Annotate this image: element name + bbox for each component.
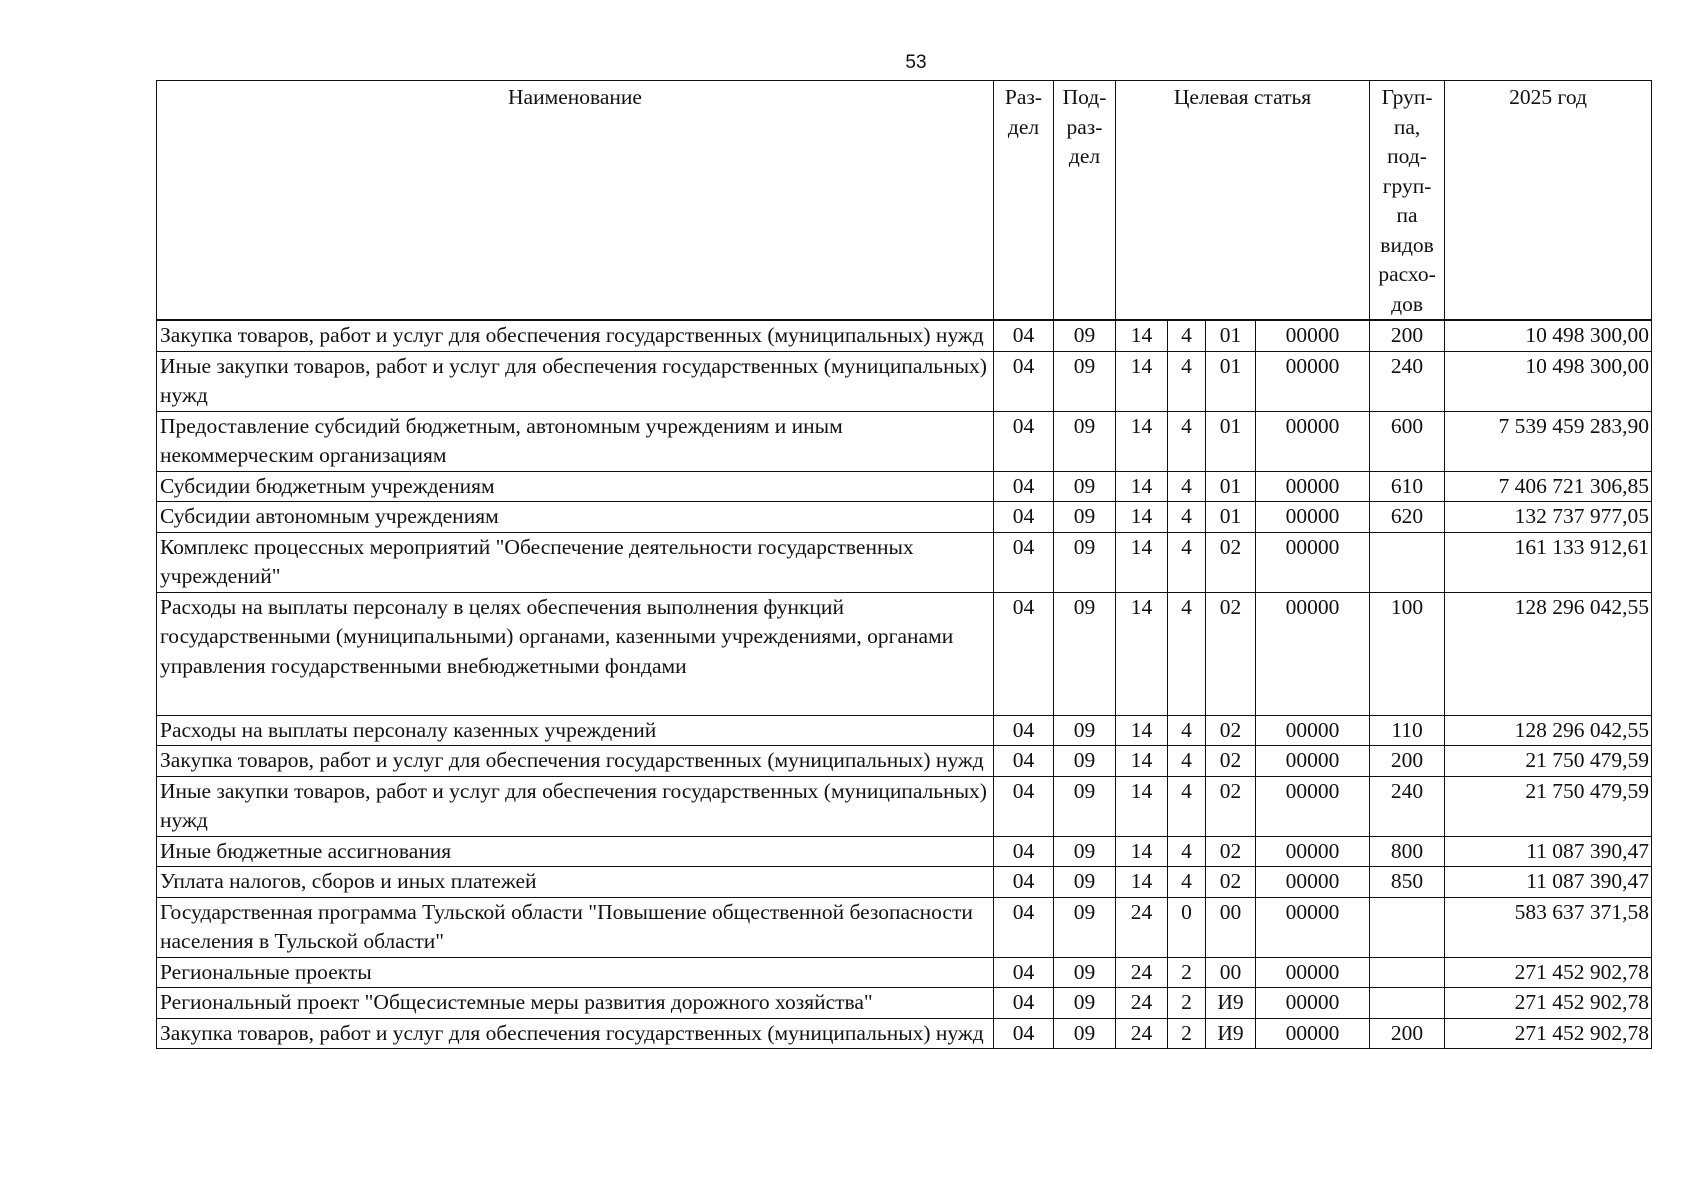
cell-target-article-program: 14: [1116, 502, 1168, 533]
cell-section: 04: [994, 532, 1054, 592]
cell-expense-group: 620: [1370, 502, 1445, 533]
cell-target-article-type: 4: [1168, 776, 1206, 836]
table-row: [157, 897, 1652, 957]
cell-subsection: 09: [1054, 592, 1116, 715]
cell-amount: 7 539 459 283,90: [1445, 411, 1652, 471]
table-row: [157, 957, 1652, 988]
cell-expense-group: 110: [1370, 715, 1445, 746]
cell-target-article-type: 2: [1168, 1018, 1206, 1049]
cell-subsection: 09: [1054, 988, 1116, 1019]
table-row: [157, 1018, 1652, 1049]
cell-name: Расходы на выплаты персоналу казенных учреждений: [157, 715, 994, 746]
table-row: [157, 532, 1652, 592]
cell-name: Иные бюджетные ассигнования: [157, 836, 994, 867]
cell-target-article-program: 14: [1116, 746, 1168, 777]
cell-amount: 11 087 390,47: [1445, 867, 1652, 898]
cell-target-article-direction: 00000: [1256, 836, 1370, 867]
cell-target-article-direction: 00000: [1256, 411, 1370, 471]
header-subsection: [1054, 81, 1116, 321]
cell-name: Закупка товаров, работ и услуг для обеспечения государственных (муниципальных) нужд: [157, 1018, 994, 1049]
cell-target-article-event: 02: [1206, 592, 1256, 715]
cell-target-article-type: 4: [1168, 532, 1206, 592]
cell-target-article-direction: 00000: [1256, 532, 1370, 592]
cell-name: Закупка товаров, работ и услуг для обеспечения государственных (муниципальных) нужд: [157, 746, 994, 777]
cell-expense-group: 200: [1370, 320, 1445, 351]
cell-amount: 128 296 042,55: [1445, 592, 1652, 715]
table-row: [157, 776, 1652, 836]
cell-target-article-event: 00: [1206, 897, 1256, 957]
cell-target-article-event: 02: [1206, 746, 1256, 777]
cell-name: Региональные проекты: [157, 957, 994, 988]
cell-expense-group: 850: [1370, 867, 1445, 898]
cell-target-article-program: 24: [1116, 957, 1168, 988]
table-row: [157, 867, 1652, 898]
cell-target-article-program: 14: [1116, 351, 1168, 411]
cell-name: Закупка товаров, работ и услуг для обеспечения государственных (муниципальных) нужд: [157, 320, 994, 351]
cell-amount: 128 296 042,55: [1445, 715, 1652, 746]
header-expense-group: [1370, 81, 1445, 321]
cell-expense-group: 240: [1370, 776, 1445, 836]
cell-section: 04: [994, 592, 1054, 715]
cell-target-article-type: 4: [1168, 592, 1206, 715]
table-row: [157, 746, 1652, 777]
cell-subsection: 09: [1054, 957, 1116, 988]
cell-name: Комплекс процессных мероприятий "Обеспечение деятельности государственных учреждений": [157, 532, 994, 592]
cell-expense-group: 600: [1370, 411, 1445, 471]
cell-target-article-type: 4: [1168, 502, 1206, 533]
cell-target-article-program: 14: [1116, 715, 1168, 746]
table-row: [157, 411, 1652, 471]
cell-target-article-event: 02: [1206, 836, 1256, 867]
cell-amount: 10 498 300,00: [1445, 351, 1652, 411]
cell-target-article-direction: 00000: [1256, 502, 1370, 533]
cell-target-article-type: 4: [1168, 320, 1206, 351]
cell-target-article-program: 24: [1116, 1018, 1168, 1049]
cell-target-article-event: 01: [1206, 471, 1256, 502]
cell-target-article-event: И9: [1206, 1018, 1256, 1049]
cell-target-article-type: 0: [1168, 897, 1206, 957]
cell-target-article-type: 4: [1168, 836, 1206, 867]
cell-name: Субсидии автономным учреждениям: [157, 502, 994, 533]
cell-target-article-direction: 00000: [1256, 988, 1370, 1019]
cell-subsection: 09: [1054, 502, 1116, 533]
cell-amount: 271 452 902,78: [1445, 988, 1652, 1019]
cell-target-article-event: 01: [1206, 351, 1256, 411]
cell-target-article-direction: 00000: [1256, 867, 1370, 898]
cell-expense-group: 240: [1370, 351, 1445, 411]
cell-target-article-direction: 00000: [1256, 776, 1370, 836]
cell-section: 04: [994, 836, 1054, 867]
cell-section: 04: [994, 351, 1054, 411]
cell-section: 04: [994, 988, 1054, 1019]
cell-target-article-type: 4: [1168, 746, 1206, 777]
cell-amount: 10 498 300,00: [1445, 320, 1652, 351]
cell-target-article-direction: 00000: [1256, 320, 1370, 351]
cell-target-article-event: 01: [1206, 502, 1256, 533]
cell-name: Государственная программа Тульской области "Повышение общественной безопасности населения в Тульской области": [157, 897, 994, 957]
cell-expense-group: 200: [1370, 1018, 1445, 1049]
cell-target-article-program: 24: [1116, 897, 1168, 957]
cell-target-article-direction: 00000: [1256, 957, 1370, 988]
table-row: [157, 836, 1652, 867]
cell-subsection: 09: [1054, 471, 1116, 502]
cell-expense-group: [1370, 988, 1445, 1019]
cell-expense-group: 800: [1370, 836, 1445, 867]
budget-table: [156, 80, 1652, 1049]
cell-target-article-type: 2: [1168, 988, 1206, 1019]
cell-name: Субсидии бюджетным учреждениям: [157, 471, 994, 502]
cell-target-article-program: 14: [1116, 867, 1168, 898]
cell-expense-group: 100: [1370, 592, 1445, 715]
cell-expense-group: 200: [1370, 746, 1445, 777]
cell-target-article-type: 4: [1168, 471, 1206, 502]
cell-subsection: 09: [1054, 836, 1116, 867]
table-row: [157, 320, 1652, 351]
header-name: Наименование: [157, 81, 994, 321]
table-body: [157, 320, 1652, 1049]
cell-target-article-type: 2: [1168, 957, 1206, 988]
header-year-2025: 2025 год: [1445, 81, 1652, 321]
cell-amount: 583 637 371,58: [1445, 897, 1652, 957]
page-number: 53: [905, 52, 927, 73]
cell-subsection: 09: [1054, 351, 1116, 411]
cell-name: Иные закупки товаров, работ и услуг для обеспечения государственных (муниципальных) нужд: [157, 351, 994, 411]
cell-target-article-program: 14: [1116, 532, 1168, 592]
cell-target-article-direction: 00000: [1256, 897, 1370, 957]
header-section-label: Раз- дел: [1004, 85, 1043, 139]
header-target-article: Целевая статья: [1116, 81, 1370, 321]
cell-subsection: 09: [1054, 1018, 1116, 1049]
cell-target-article-program: 24: [1116, 988, 1168, 1019]
table-row: [157, 715, 1652, 746]
cell-target-article-event: 02: [1206, 532, 1256, 592]
cell-section: 04: [994, 867, 1054, 898]
cell-target-article-program: 14: [1116, 411, 1168, 471]
cell-subsection: 09: [1054, 411, 1116, 471]
table-header-row: [157, 81, 1652, 321]
table-row: [157, 502, 1652, 533]
cell-name: Уплата налогов, сборов и иных платежей: [157, 867, 994, 898]
cell-expense-group: [1370, 532, 1445, 592]
cell-target-article-event: 01: [1206, 411, 1256, 471]
cell-target-article-event: 01: [1206, 320, 1256, 351]
cell-name: Региональный проект "Общесистемные меры развития дорожного хозяйства": [157, 988, 994, 1019]
cell-target-article-program: 14: [1116, 836, 1168, 867]
cell-subsection: 09: [1054, 897, 1116, 957]
cell-target-article-direction: 00000: [1256, 592, 1370, 715]
cell-section: 04: [994, 897, 1054, 957]
cell-subsection: 09: [1054, 320, 1116, 351]
cell-target-article-type: 4: [1168, 351, 1206, 411]
table-row: [157, 988, 1652, 1019]
table-row: [157, 471, 1652, 502]
cell-section: 04: [994, 1018, 1054, 1049]
cell-target-article-direction: 00000: [1256, 471, 1370, 502]
header-expense-group-label: Груп- па, под- груп- па видов расхо- дов: [1378, 85, 1436, 316]
cell-amount: 132 737 977,05: [1445, 502, 1652, 533]
cell-section: 04: [994, 957, 1054, 988]
cell-target-article-direction: 00000: [1256, 715, 1370, 746]
cell-target-article-program: 14: [1116, 776, 1168, 836]
cell-target-article-type: 4: [1168, 715, 1206, 746]
cell-section: 04: [994, 715, 1054, 746]
cell-target-article-direction: 00000: [1256, 351, 1370, 411]
cell-section: 04: [994, 320, 1054, 351]
header-subsection-label: Под- раз- дел: [1062, 85, 1107, 168]
cell-amount: 21 750 479,59: [1445, 776, 1652, 836]
cell-subsection: 09: [1054, 746, 1116, 777]
cell-target-article-event: 02: [1206, 715, 1256, 746]
cell-name: Расходы на выплаты персоналу в целях обеспечения выполнения функций государственными (муниципальными) органами, казенными учреждениями, органами управления государственными внебюджетными фондами: [157, 592, 994, 715]
cell-section: 04: [994, 746, 1054, 777]
cell-amount: 271 452 902,78: [1445, 1018, 1652, 1049]
cell-target-article-program: 14: [1116, 320, 1168, 351]
cell-amount: 11 087 390,47: [1445, 836, 1652, 867]
cell-section: 04: [994, 776, 1054, 836]
cell-target-article-event: 00: [1206, 957, 1256, 988]
cell-name: Предоставление субсидий бюджетным, автономным учреждениям и иным некоммерческим организациям: [157, 411, 994, 471]
cell-expense-group: [1370, 957, 1445, 988]
cell-target-article-direction: 00000: [1256, 746, 1370, 777]
cell-target-article-type: 4: [1168, 867, 1206, 898]
cell-target-article-event: 02: [1206, 776, 1256, 836]
cell-target-article-program: 14: [1116, 592, 1168, 715]
cell-target-article-program: 14: [1116, 471, 1168, 502]
cell-name: Иные закупки товаров, работ и услуг для обеспечения государственных (муниципальных) нужд: [157, 776, 994, 836]
table-row: [157, 592, 1652, 715]
cell-section: 04: [994, 411, 1054, 471]
cell-subsection: 09: [1054, 532, 1116, 592]
cell-target-article-direction: 00000: [1256, 1018, 1370, 1049]
cell-expense-group: 610: [1370, 471, 1445, 502]
cell-amount: 7 406 721 306,85: [1445, 471, 1652, 502]
cell-subsection: 09: [1054, 715, 1116, 746]
table-row: [157, 351, 1652, 411]
cell-target-article-type: 4: [1168, 411, 1206, 471]
cell-expense-group: [1370, 897, 1445, 957]
cell-section: 04: [994, 471, 1054, 502]
cell-amount: 21 750 479,59: [1445, 746, 1652, 777]
cell-section: 04: [994, 502, 1054, 533]
cell-amount: 271 452 902,78: [1445, 957, 1652, 988]
cell-amount: 161 133 912,61: [1445, 532, 1652, 592]
cell-subsection: 09: [1054, 867, 1116, 898]
header-section: [994, 81, 1054, 321]
cell-subsection: 09: [1054, 776, 1116, 836]
cell-target-article-event: И9: [1206, 988, 1256, 1019]
cell-target-article-event: 02: [1206, 867, 1256, 898]
